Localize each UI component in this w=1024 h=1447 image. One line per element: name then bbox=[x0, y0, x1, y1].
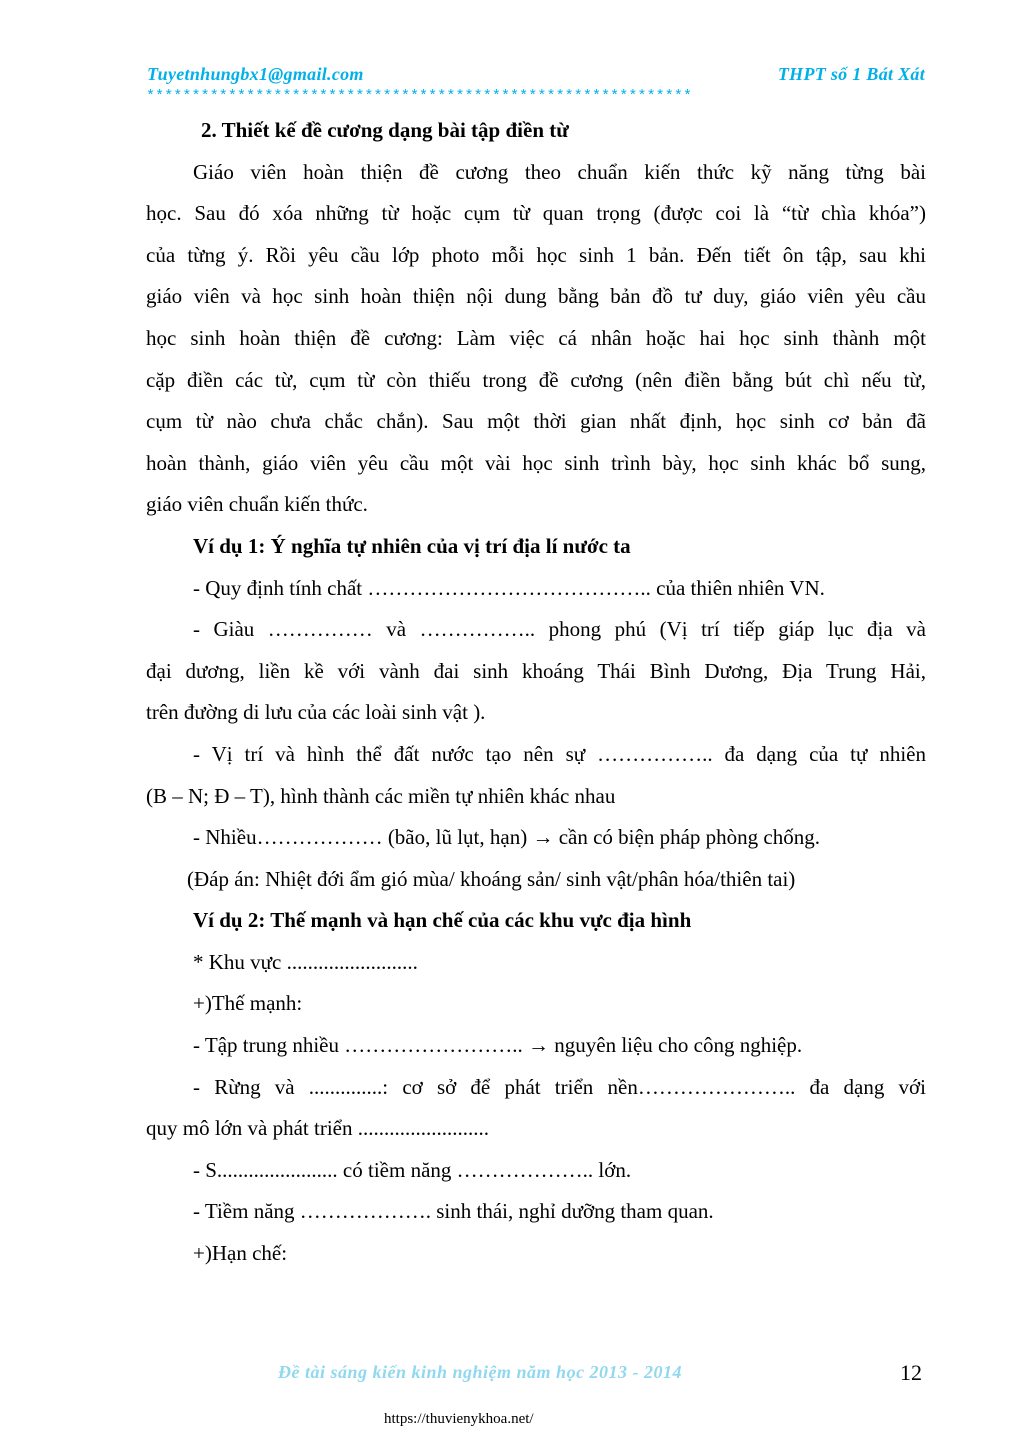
example1-answer: (Đáp án: Nhiệt đới ẩm gió mùa/ khoáng sản/ sinh vật/phân hóa/thiên tai) bbox=[187, 866, 796, 891]
intro-line-1: Giáo viên hoàn thiện đề cương theo chuẩn kiến thức kỹ năng từng bài bbox=[193, 159, 926, 184]
example1-item-2-line-1: - Giàu …………… và …………….. phong phú (Vị trí tiếp giáp lục địa và bbox=[193, 617, 926, 642]
header-school: THPT số 1 Bát Xát bbox=[777, 64, 925, 84]
example2-limits-label: +)Hạn chế: bbox=[193, 1241, 288, 1266]
intro-line-9: giáo viên chuẩn kiến thức. bbox=[146, 492, 368, 517]
intro-line-4: giáo viên và học sinh hoàn thiện nội dung bằng bản đồ tư duy, giáo viên yêu cầu bbox=[146, 284, 926, 309]
intro-line-7: cụm từ nào chưa chắc chắn). Sau một thời gian nhất định, học sinh cơ bản đã bbox=[146, 409, 926, 434]
section-heading: 2. Thiết kế đề cương dạng bài tập điền từ bbox=[201, 118, 569, 142]
example2-strength-2-line-1: - Rừng và ..............: cơ sở để phát triển nền………………….. đa dạng với bbox=[193, 1074, 926, 1099]
example2-strength-2-line-2: quy mô lớn và phát triển ......................... bbox=[146, 1116, 489, 1141]
intro-line-3: của từng ý. Rồi yêu cầu lớp photo mỗi học sinh 1 bản. Đến tiết ôn tập, sau khi bbox=[146, 242, 926, 267]
page-number: 12 bbox=[900, 1360, 922, 1385]
example2-heading: Ví dụ 2: Thế mạnh và hạn chế của các khu vực địa hình bbox=[193, 908, 692, 933]
footer-title: Đề tài sáng kiến kinh nghiệm năm học 2013 - 2014 bbox=[278, 1362, 683, 1382]
intro-line-5: học sinh hoàn thiện đề cương: Làm việc cá nhân hoặc hai học sinh thành một bbox=[146, 325, 926, 350]
example1-item-2-line-2: đại dương, liền kề với vành đai sinh khoáng Thái Bình Dương, Địa Trung Hải, bbox=[146, 658, 926, 683]
intro-line-2: học. Sau đó xóa những từ hoặc cụm từ quan trọng (được coi là “từ chìa khóa”) bbox=[146, 201, 926, 226]
example1-heading: Ví dụ 1: Ý nghĩa tự nhiên của vị trí địa lí nước ta bbox=[193, 533, 631, 558]
example2-strengths-label: +)Thế mạnh: bbox=[193, 991, 303, 1016]
example1-item-2-line-3: trên đường di lưu của các loài sinh vật ). bbox=[146, 700, 486, 725]
header-email: Tuyetnhungbx1@gmail.com bbox=[147, 64, 364, 84]
example1-item-3-line-2: (B – N; Đ – T), hình thành các miền tự nhiên khác nhau bbox=[146, 783, 616, 808]
header-divider: ************************************************************ bbox=[146, 88, 693, 105]
intro-line-6: cặp điền các từ, cụm từ còn thiếu trong đề cương (nên điền bằng bút chì nếu từ, bbox=[146, 367, 926, 392]
example2-region: * Khu vực ......................... bbox=[193, 949, 418, 974]
example1-item-1: - Quy định tính chất ………………………………….. của thiên nhiên VN. bbox=[193, 575, 825, 600]
example2-strength-4: - Tiềm năng ………………. sinh thái, nghỉ dưỡng tham quan. bbox=[193, 1199, 714, 1224]
document-body bbox=[146, 110, 926, 1275]
example2-strength-3: - S....................... có tiềm năng ……………….. lớn. bbox=[193, 1157, 632, 1182]
example1-item-4: - Nhiều……………… (bão, lũ lụt, hạn) → cần có biện pháp phòng chống. bbox=[193, 825, 820, 850]
example2-strength-1: - Tập trung nhiều …………………….. → nguyên liệu cho công nghiệp. bbox=[193, 1033, 803, 1058]
footer-url[interactable]: https://thuvienykhoa.net/ bbox=[384, 1411, 534, 1427]
intro-line-8: hoàn thành, giáo viên yêu cầu một vài học sinh trình bày, học sinh khác bổ sung, bbox=[146, 450, 926, 475]
example1-item-3-line-1: - Vị trí và hình thể đất nước tạo nên sự …………….. đa dạng của tự nhiên bbox=[193, 741, 926, 766]
